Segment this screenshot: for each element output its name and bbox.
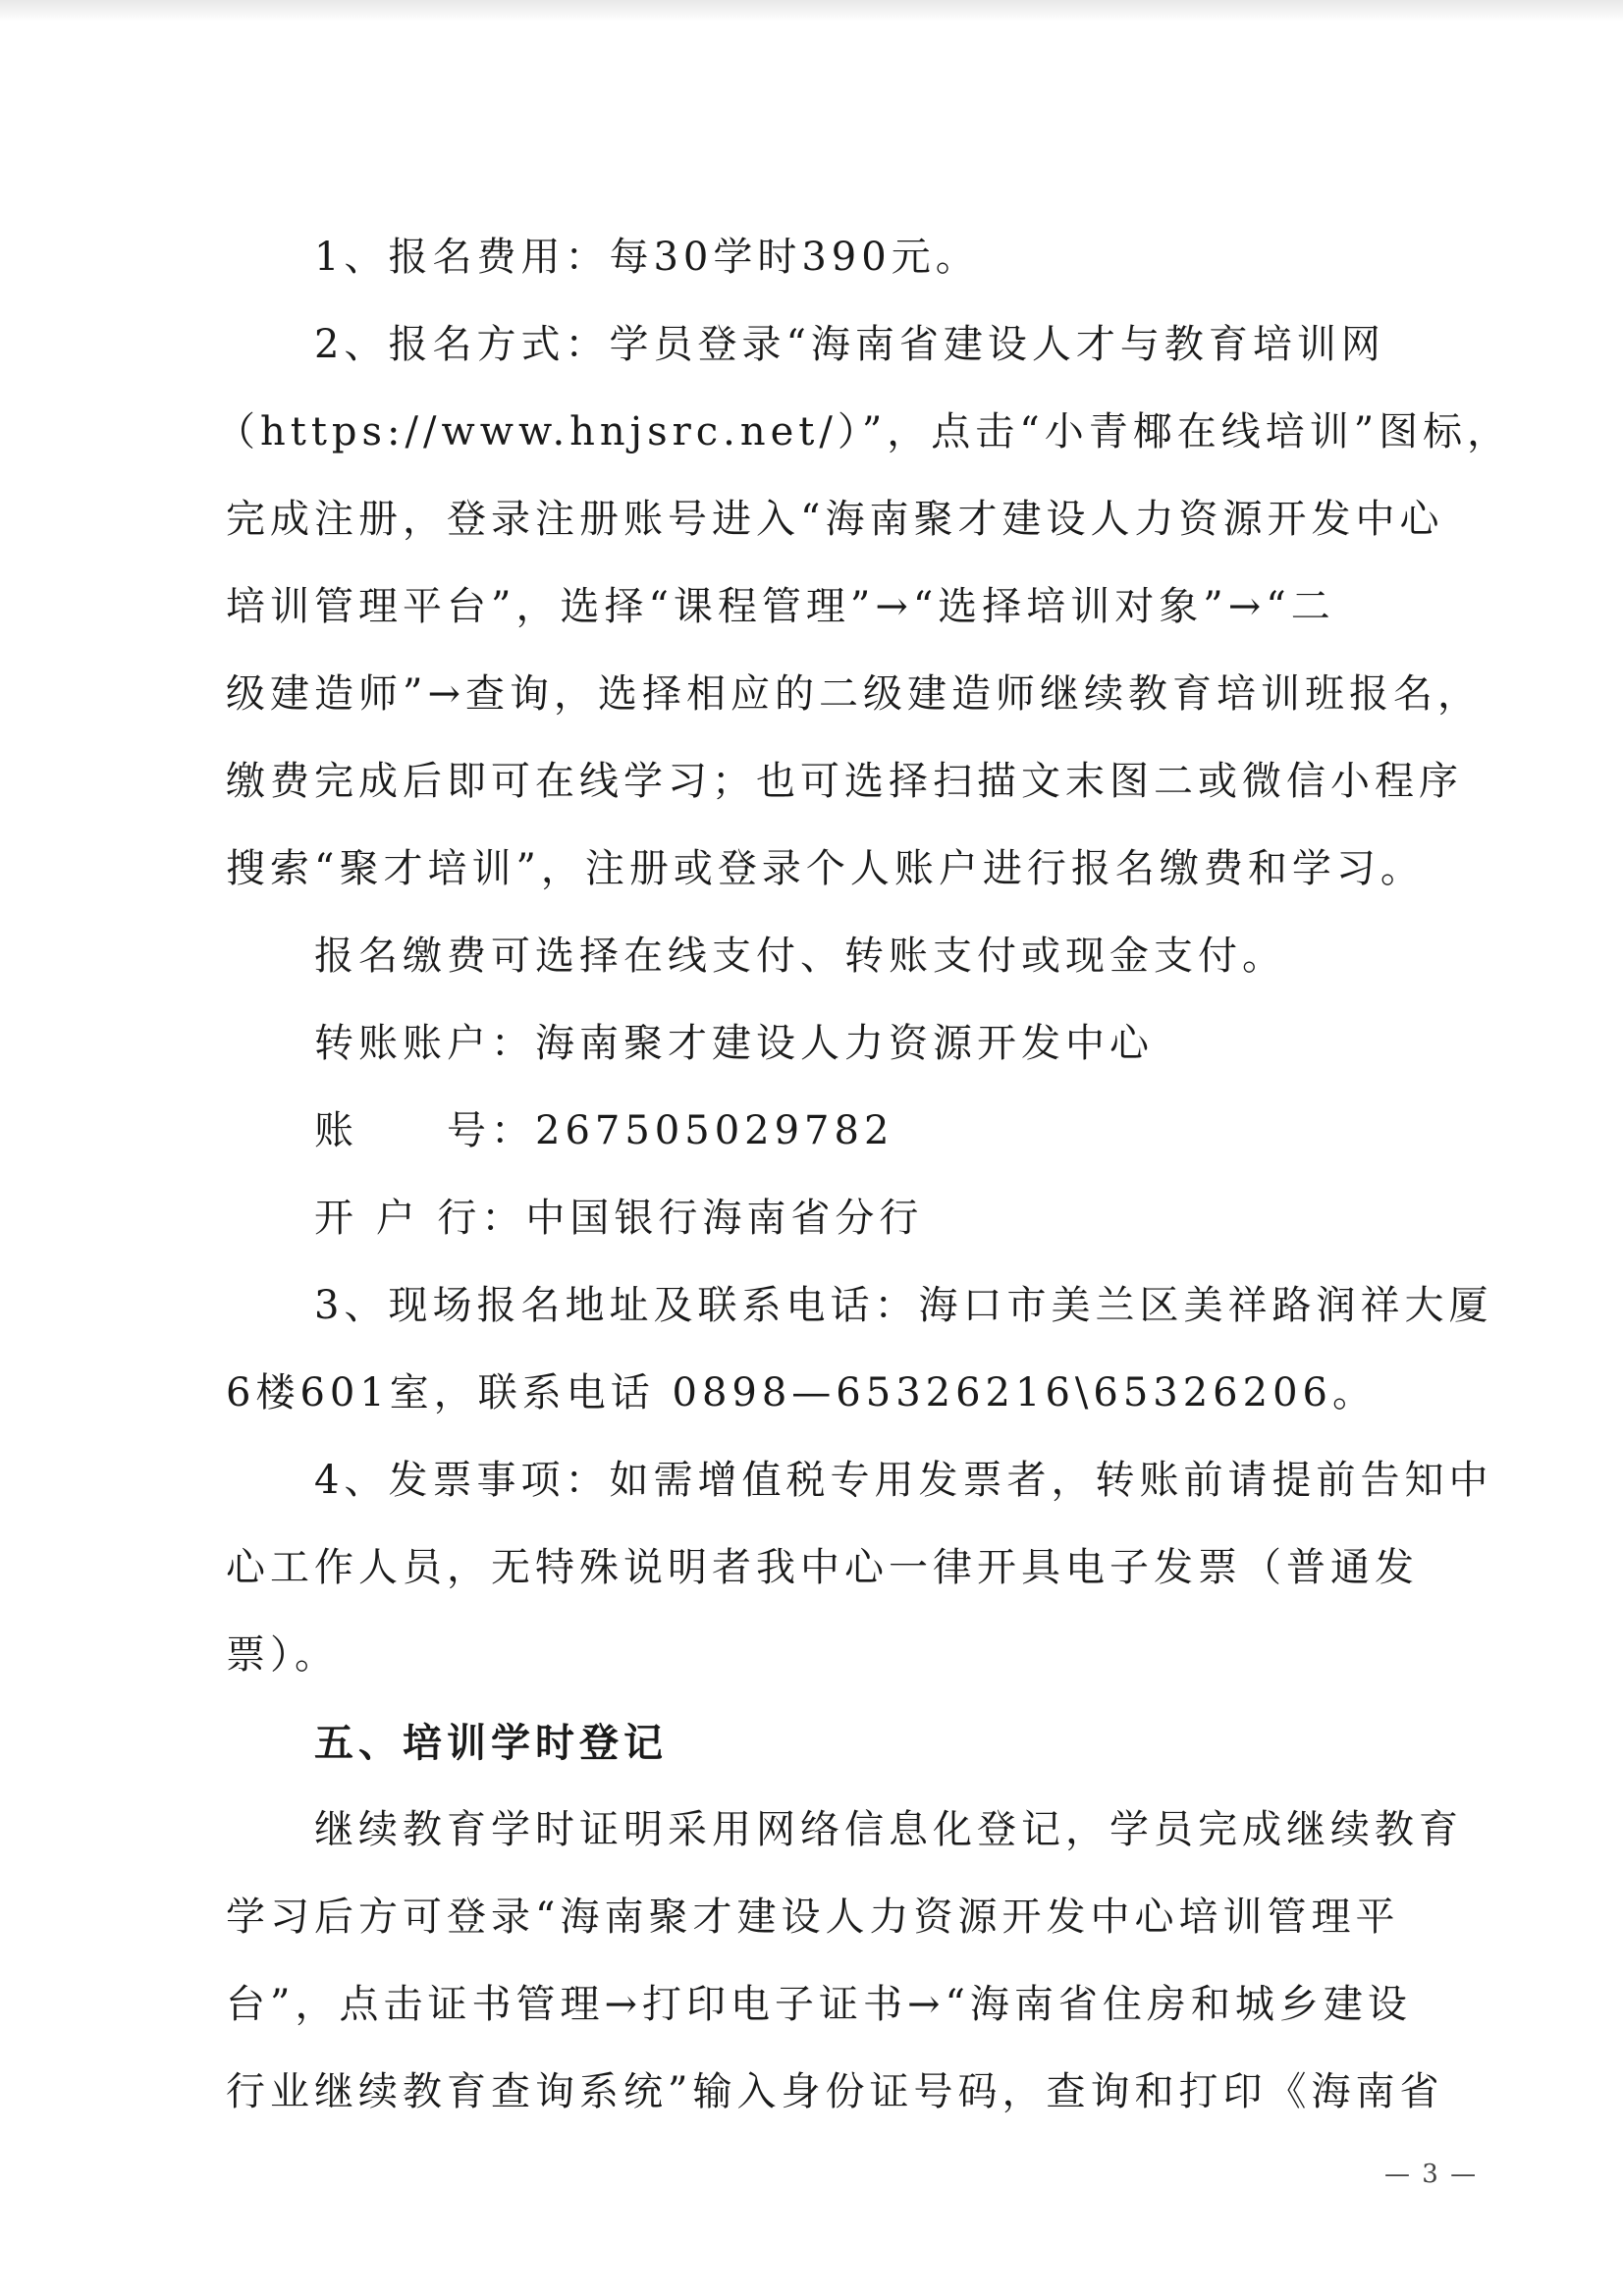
paragraph-line: 票）。 xyxy=(226,1632,339,1678)
paragraph-line: 2、报名方式：学员登录“海南省建设人才与教育培训网 xyxy=(314,322,1385,367)
document-body xyxy=(216,214,1512,2136)
paragraph-line: （https://www.hnjsrc.net/）”，点击“小青椰在线培训”图标， xyxy=(216,409,1512,454)
paragraph-line: 台”，点击证书管理→打印电子证书→“海南省住房和城乡建设 xyxy=(226,1982,1412,2027)
paragraph-line: 4、发票事项：如需增值税专用发票者，转账前请提前告知中 xyxy=(314,1458,1493,1503)
paragraph-line: 培训管理平台”，选择“课程管理”→“选择培训对象”→“二 xyxy=(226,584,1335,629)
paragraph-line: 完成注册，登录注册账号进入“海南聚才建设人力资源开发中心 xyxy=(226,497,1444,542)
paragraph-line: 行业继续教育查询系统”输入身份证号码，查询和打印《海南省 xyxy=(226,2069,1444,2114)
paragraph-line: 搜索“聚才培训”，注册或登录个人账户进行报名缴费和学习。 xyxy=(226,846,1425,891)
page-number: — 3 — xyxy=(1384,2160,1479,2189)
paragraph-line: 开 户 行：中国银行海南省分行 xyxy=(314,1196,924,1241)
paragraph-line: 级建造师”→查询，选择相应的二级建造师继续教育培训班报名， xyxy=(226,671,1482,717)
scan-edge xyxy=(0,0,1623,22)
paragraph-line: 6楼601室，联系电话 0898—65326216\65326206。 xyxy=(226,1370,1377,1415)
paragraph-line: 3、现场报名地址及联系电话：海口市美兰区美祥路润祥大厦 xyxy=(314,1283,1493,1328)
paragraph-line: 心工作人员，无特殊说明者我中心一律开具电子发票（普通发 xyxy=(226,1545,1419,1590)
paragraph-line: 转账账户：海南聚才建设人力资源开发中心 xyxy=(314,1021,1154,1066)
paragraph-line: 缴费完成后即可在线学习；也可选择扫描文末图二或微信小程序 xyxy=(226,759,1463,804)
section-heading: 五、培训学时登记 xyxy=(314,1720,668,1766)
paragraph-line: 学习后方可登录“海南聚才建设人力资源开发中心培训管理平 xyxy=(226,1895,1400,1940)
paragraph-line: 1、报名费用：每30学时390元。 xyxy=(314,235,980,280)
paragraph-line: 报名缴费可选择在线支付、转账支付或现金支付。 xyxy=(314,934,1286,979)
paragraph-line: 继续教育学时证明采用网络信息化登记，学员完成继续教育 xyxy=(314,1807,1463,1852)
paragraph-line: 账 号：267505029782 xyxy=(314,1108,894,1153)
